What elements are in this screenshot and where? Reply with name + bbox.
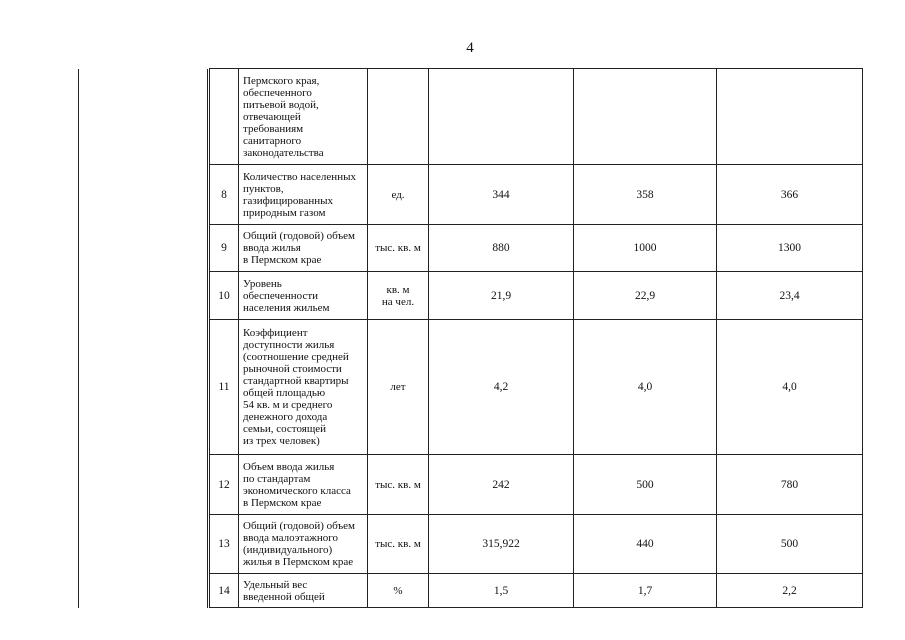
row-number-cell: 11 [210,320,239,455]
value-cell-1: 21,9 [429,272,574,320]
value-cell-3: 500 [717,515,863,574]
left-margin-cell [79,165,208,225]
unit-cell [368,272,429,320]
unit-cell [368,225,429,272]
unit-text: тыс. кв. м [375,538,421,550]
page-number: 4 [466,40,474,56]
unit-cell [368,574,429,608]
indicator-name-cell [239,320,368,455]
table-row [79,225,863,272]
indicator-name-cell [239,574,368,608]
value-cell-3 [717,69,863,165]
unit-cell [368,320,429,455]
indicator-name-cell [239,165,368,225]
indicator-name-cell [239,515,368,574]
unit-text: тыс. кв. м [375,242,421,254]
table-row [79,574,863,608]
unit-cell [368,515,429,574]
row-number-cell: 10 [210,272,239,320]
left-margin-cell [79,320,208,455]
unit-cell [368,455,429,515]
left-margin-cell [79,272,208,320]
indicator-name-cell [239,69,368,165]
value-cell-3: 23,4 [717,272,863,320]
value-cell-3: 4,0 [717,320,863,455]
indicator-name-cell [239,272,368,320]
indicator-name-text: Уровень обеспеченности населения жильем [243,277,330,314]
unit-cell [368,165,429,225]
unit-cell [368,69,429,165]
value-cell-1: 1,5 [429,574,574,608]
value-cell-2: 358 [574,165,717,225]
value-cell-2 [574,69,717,165]
left-margin-cell [79,574,208,608]
value-cell-1: 242 [429,455,574,515]
indicator-name-text: Объем ввода жилья по стандартам экономического класса в Пермском крае [243,460,351,509]
indicator-name-cell [239,225,368,272]
unit-text: ед. [391,188,405,201]
value-cell-3: 1300 [717,225,863,272]
row-number-cell: 13 [210,515,239,574]
table-row [79,165,863,225]
left-margin-cell [79,515,208,574]
value-cell-3: 366 [717,165,863,225]
value-cell-2: 4,0 [574,320,717,455]
indicator-name-text: Общий (годовой) объем ввода малоэтажного (индивидуального) жилья в Пермском крае [243,520,355,568]
row-number-cell: 14 [210,574,239,608]
unit-text: кв. м на чел. [381,283,415,308]
unit-text: % [393,584,403,597]
unit-text: тыс. кв. м [375,478,421,491]
row-number-cell: 9 [210,225,239,272]
left-margin-cell [79,69,208,165]
indicator-name-text: Коэффициент доступности жилья (соотношение средней рыночной стоимости стандартной квартиры общей площадью 54 кв. м и среднего денежного дохода семьи, состоящей из трех человек) [243,327,349,447]
table-row [79,515,863,574]
value-cell-1: 880 [429,225,574,272]
table-row [79,69,863,165]
value-cell-2: 22,9 [574,272,717,320]
table-row [79,272,863,320]
indicators-table [78,68,863,608]
indicator-name-text: Пермского края, обеспеченного питьевой водой, отвечающей требованиям санитарного законодательства [243,74,324,159]
value-cell-3: 2,2 [717,574,863,608]
value-cell-2: 1000 [574,225,717,272]
value-cell-1 [429,69,574,165]
row-number-cell: 12 [210,455,239,515]
unit-text: лет [390,381,406,393]
left-margin-cell [79,225,208,272]
row-number-cell: 8 [210,165,239,225]
indicator-name-text: Общий (годовой) объем ввода жилья в Пермском крае [243,230,355,266]
value-cell-2: 440 [574,515,717,574]
value-cell-2: 1,7 [574,574,717,608]
value-cell-1: 4,2 [429,320,574,455]
value-cell-1: 344 [429,165,574,225]
indicator-name-cell [239,455,368,515]
indicator-name-text: Удельный вес введенной общей [243,578,325,603]
value-cell-3: 780 [717,455,863,515]
table-row [79,455,863,515]
indicator-name-text: Количество населенных пунктов, газифицированных природным газом [243,170,356,219]
value-cell-1: 315,922 [429,515,574,574]
value-cell-2: 500 [574,455,717,515]
left-margin-cell [79,455,208,515]
table-row [79,320,863,455]
row-number-cell [210,69,239,165]
